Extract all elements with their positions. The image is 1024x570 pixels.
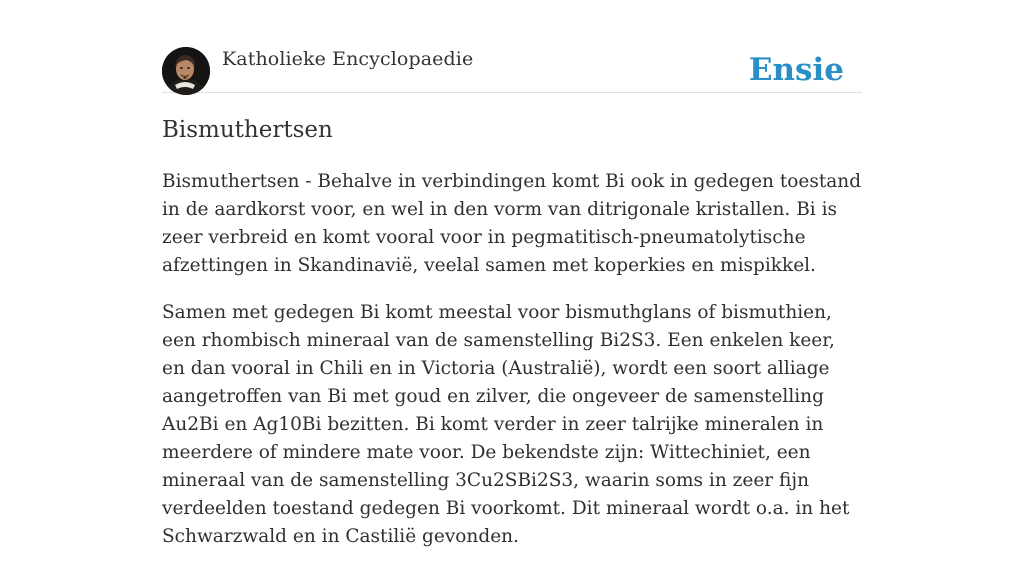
site-header — [162, 46, 862, 93]
page — [162, 0, 862, 547]
paragraph: Samen met gedegen Bi komt meestal voor bismuthglans of bismuthien, een rhombisch mineraal van de samenstelling Bi2S3. Een enkelen keer, en dan vooral in Chili en in Victoria (Australië), wordt een soort alliage aangetroffen van Bi met goud en zilver, die ongeveer de samenstelling Au2Bi en Ag10Bi bezitten. Bi komt verder in zeer talrijke mineralen in meerdere of mindere mate voor. De bekendste zijn: Wittechiniet, een mineraal van de samenstelling 3Cu2SBi2S3, waarin soms in zeer fijn verdeelden toestand gedegen Bi voorkomt. Dit mineraal wordt o.a. in het Schwarzwald en in Castilië gevonden. — [162, 302, 850, 547]
ensie-logo-link[interactable]: Ensie — [748, 52, 844, 88]
portrait-avatar[interactable] — [162, 47, 210, 95]
paragraph: Bismuthertsen - Behalve in verbindingen komt Bi ook in gedegen toestand in de aardkorst voor, en wel in den vorm van ditrigonale kristallen. Bi is zeer verbreid en komt vooral voor in pegmatitisch-pneumatolytische afzettingen in Skandinavië, veelal samen met koperkies en mispikkel. — [162, 171, 862, 276]
portrait-icon — [162, 47, 210, 95]
page-title: Bismuthertsen — [162, 117, 333, 143]
site-name[interactable]: Katholieke Encyclopaedie — [222, 48, 474, 70]
article-body — [162, 168, 862, 570]
